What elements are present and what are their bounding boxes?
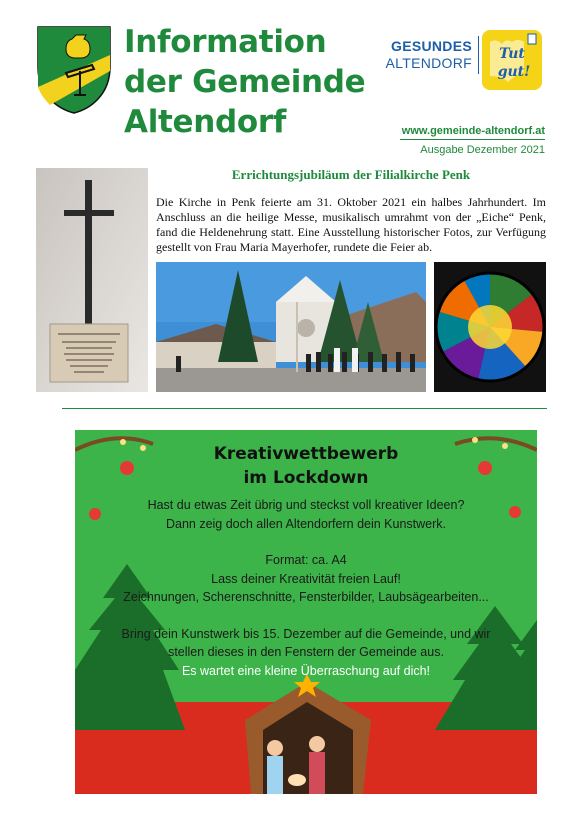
flyer-line: Hast du etwas Zeit übrig und steckst voll kreativer Ideen? xyxy=(147,498,465,512)
municipality-crest-logo xyxy=(36,25,112,115)
flyer-line: Zeichnungen, Scherenschnitte, Fensterbilder, Laubsägearbeiten... xyxy=(123,590,489,604)
flyer-title-line-1: Kreativwettbewerb xyxy=(213,444,399,464)
website-url[interactable]: www.gemeinde-altendorf.at xyxy=(401,125,545,137)
flyer-line: Lass deiner Kreativität freien Lauf! xyxy=(211,571,401,586)
cross-memorial-photo xyxy=(36,168,148,392)
logo-divider xyxy=(478,36,479,74)
church-penk-photo xyxy=(156,262,426,392)
tut-gut-logo xyxy=(480,28,544,92)
flyer-line: Format: ca. A4 xyxy=(265,553,347,567)
flyer-line: Es wartet eine kleine Überraschung auf dich! xyxy=(181,663,431,678)
logo-line-1: GESUNDES xyxy=(391,38,472,54)
flyer-title xyxy=(75,442,537,490)
newsletter-title xyxy=(124,22,364,142)
flyer-line: Bring dein Kunstwerk bis 15. Dezember auf die Gemeinde, und wir xyxy=(121,626,491,641)
flyer-gap xyxy=(75,533,537,551)
article-body: Die Kirche in Penk feierte am 31. Oktober 2021 ein halbes Jahrhundert. Im Anschluss an die heilige Messe, musikalisch umrahmt von der „Eiche“ Penk, fand die Heldenehrung statt. Eine Ausstellung historischer Fotos, zur Verfügung gestellt von Frau Maria Mayerhofer, rundete die Feier ab. xyxy=(156,195,546,254)
title-line-1: Information xyxy=(124,24,327,60)
flyer-line: Dann zeig doch allen Altendorfern dein Kunstwerk. xyxy=(165,516,447,531)
title-line-2: der Gemeinde xyxy=(124,64,366,100)
logo-line-2: ALTENDORF xyxy=(385,55,472,71)
header-rule xyxy=(400,139,545,140)
stained-glass-window-photo xyxy=(434,262,546,392)
flyer-body xyxy=(75,496,537,680)
gesundes-altendorf-logo xyxy=(378,38,472,72)
section-rule xyxy=(62,408,547,409)
flyer-line: stellen dieses in den Fenstern der Gemeinde aus. xyxy=(168,645,444,659)
flyer-gap xyxy=(75,607,537,625)
tut-gut-text-1: Tut xyxy=(499,46,525,62)
flyer-title-line-2: im Lockdown xyxy=(243,468,369,488)
title-line-3: Altendorf xyxy=(124,104,287,140)
issue-label: Ausgabe Dezember 2021 xyxy=(420,144,545,156)
tut-gut-text-2: gut! xyxy=(497,64,531,80)
article-heading: Errichtungsjubiläum der Filialkirche Penk xyxy=(231,167,471,182)
